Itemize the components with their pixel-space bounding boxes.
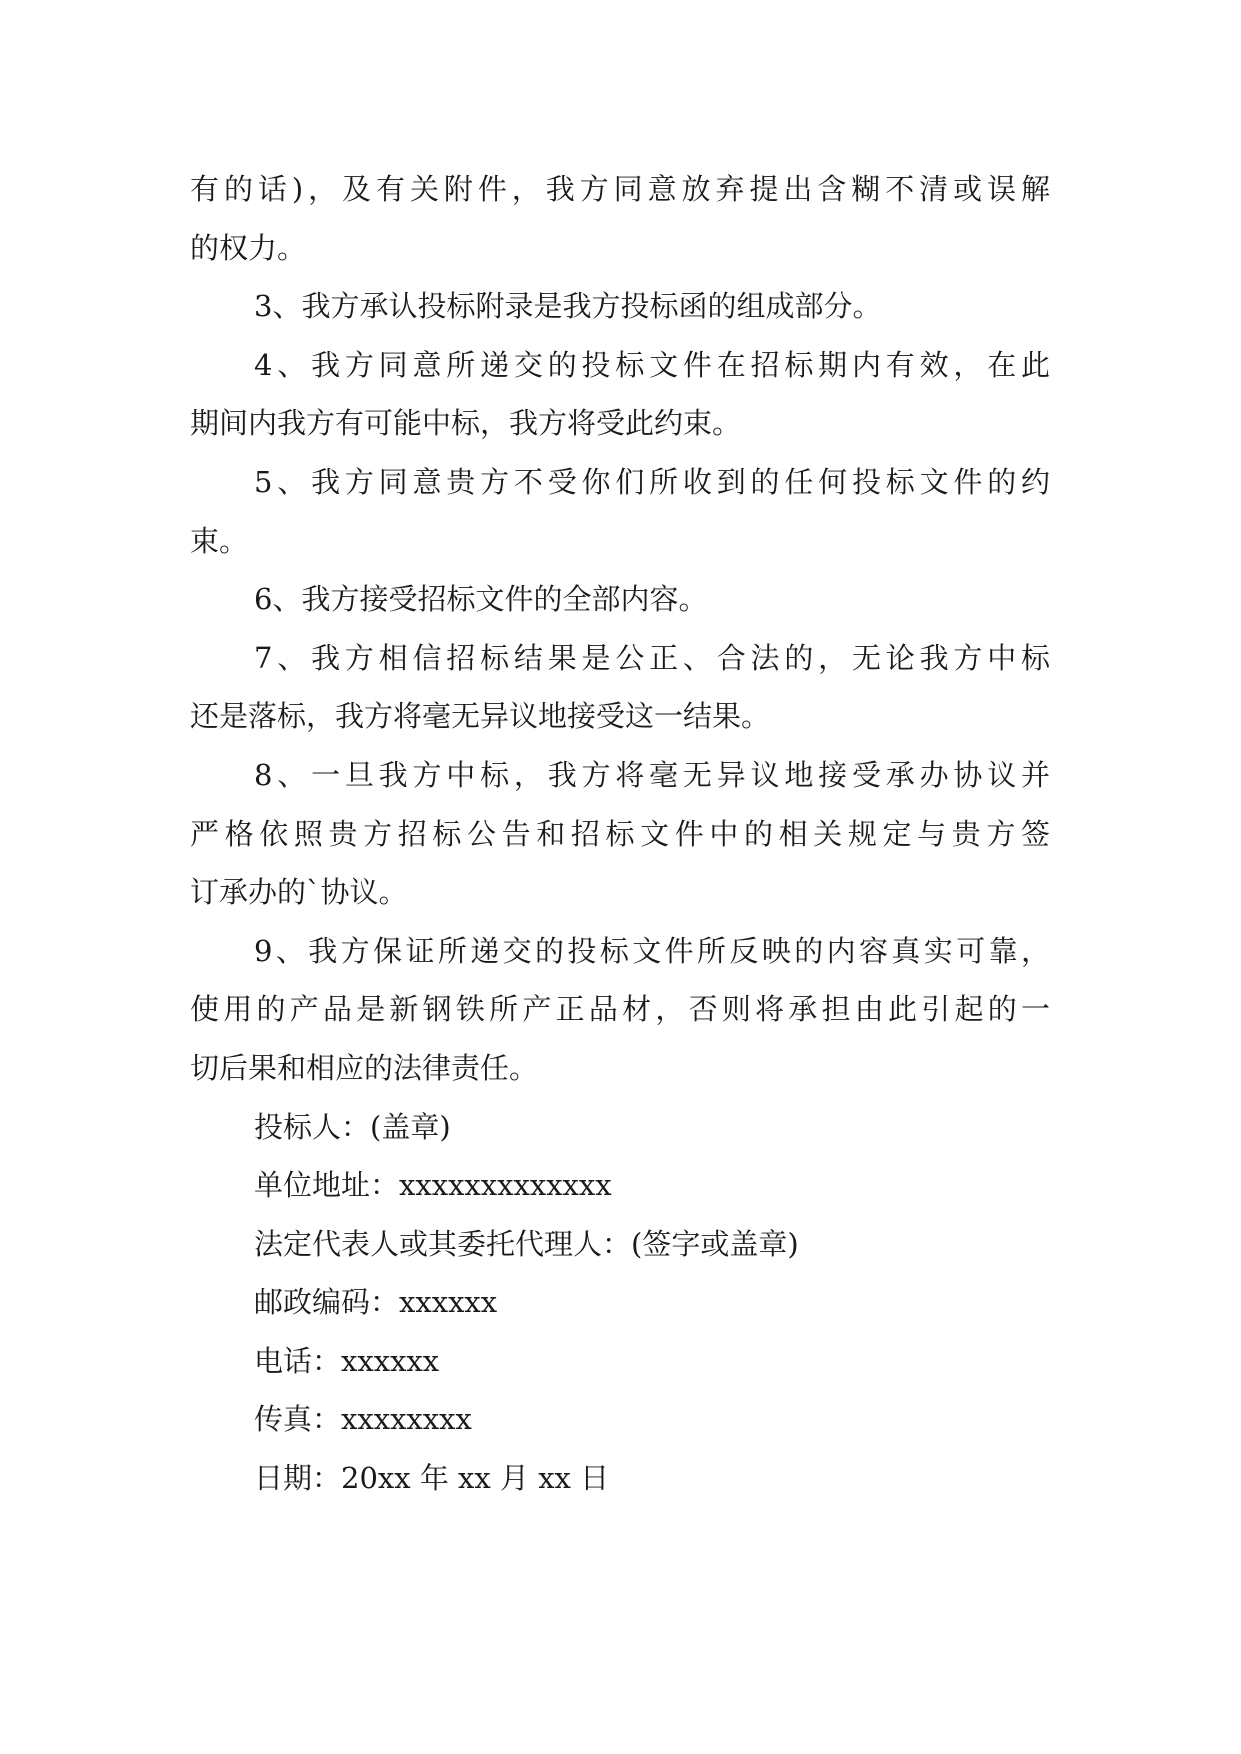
text-line: 4、我方同意所递交的投标文件在招标期内有效，在此 [254,347,1050,382]
text-line: 的权力。 [190,230,307,265]
text-line: 期间内我方有可能中标，我方将受此约束。 [190,406,742,441]
paragraph-5 [190,453,1050,570]
date-line: 日期：20xx 年 xx 月 xx 日 [254,1461,610,1496]
document-page [190,160,1050,1508]
text-line: 7、我方相信招标结果是公正、合法的，无论我方中标 [254,640,1050,675]
fax-line: 传真：xxxxxxxx [254,1402,472,1437]
phone-line: 电话：xxxxxx [254,1343,440,1378]
bidder-line: 投标人：(盖章) [254,1109,451,1144]
paragraph-4 [190,336,1050,453]
address-line: 单位地址：xxxxxxxxxxxxx [254,1168,612,1203]
text-line: 3、我方承认投标附录是我方投标函的组成部分。 [254,289,882,324]
postcode-line: 邮政编码：xxxxxx [254,1285,498,1320]
text-line: 5、我方同意贵方不受你们所收到的任何投标文件的约 [254,464,1050,499]
paragraph-8 [190,746,1050,922]
paragraph-9 [190,922,1050,1098]
text-line: 严格依照贵方招标公告和招标文件中的相关规定与贵方签 [190,816,1050,851]
text-line: 切后果和相应的法律责任。 [190,1050,539,1085]
text-line: 还是落标，我方将毫无异议地接受这一结果。 [190,699,771,734]
paragraph-3 [190,277,1050,336]
text-line: 9、我方保证所递交的投标文件所反映的内容真实可靠， [254,933,1050,968]
signature-block [190,1098,1050,1508]
text-line: 订承办的`协议。 [190,875,408,910]
text-line: 有的话)，及有关附件，我方同意放弃提出含糊不清或误解 [190,172,1050,206]
text-line: 束。 [190,523,249,558]
text-line: 6、我方接受招标文件的全部内容。 [254,582,708,617]
paragraph-2-continuation [190,160,1050,277]
text-line: 8、一旦我方中标，我方将毫无异议地接受承办协议并 [254,757,1050,792]
paragraph-7 [190,629,1050,746]
representative-line: 法定代表人或其委托代理人：(签字或盖章) [254,1226,799,1261]
paragraph-6 [190,570,1050,629]
text-line: 使用的产品是新钢铁所产正品材，否则将承担由此引起的一 [190,992,1050,1027]
